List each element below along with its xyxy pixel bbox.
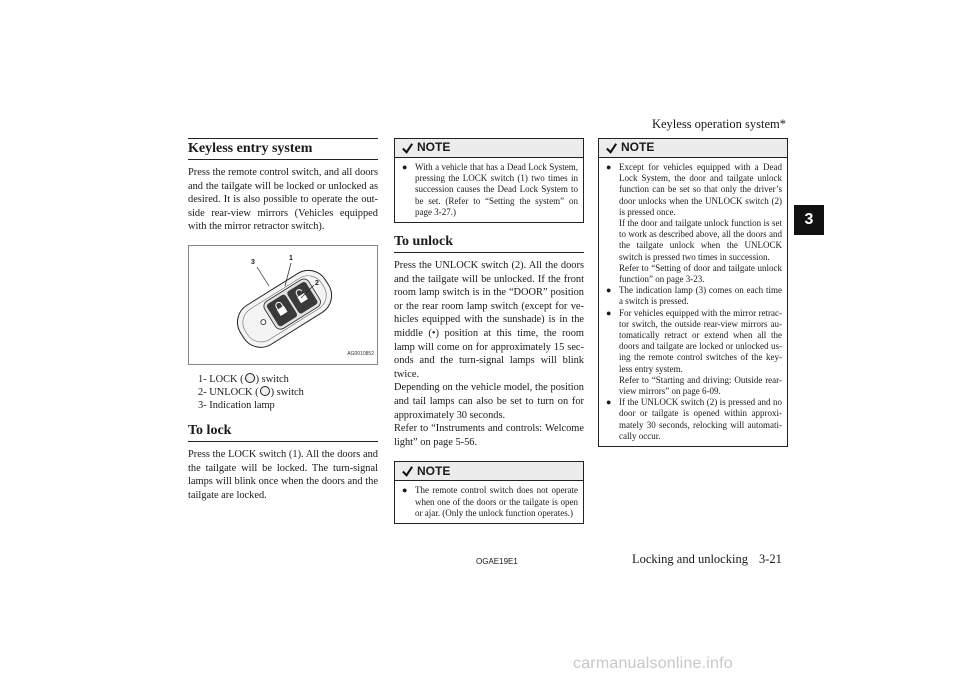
note-icon <box>401 142 414 155</box>
note-item: ● Except for vehicles equipped with a Dead Lock System, the door and tailgate unlock function can be set so that only the driver’s door unlocks when the UNLOCK switch (2) is pressed once. If the door and tailgate unlock function is set to work as described above, all the doors and the tailgate unlock when the UNLOCK switch is pressed two times in succession. Refer to “Setting of door and tailgate unlock function” on page 3-23. <box>606 162 782 285</box>
remote-key-figure <box>188 245 378 365</box>
callout-2: 2 <box>315 279 319 287</box>
footer-section-title: Locking and unlocking <box>632 552 748 566</box>
callout-1: 1 <box>289 254 293 262</box>
document-code: OGAE19E1 <box>476 557 518 566</box>
note-item: ● With a vehicle that has a Dead Lock System, pressing the LOCK switch (1) two times in succession causes the Dead Lock System to be set. (Refer to “Setting the system” on page 3-27.) <box>402 162 578 217</box>
note-box <box>394 461 584 524</box>
note-item: ● For vehicles equipped with the mirror retrac-tor switch, the outside rear-view mirrors au-tomatically retract or extend when all the doors and tailgate are locked or unlocked us-ing the remote control switches of the key-less entry system. Refer to “Starting and driving: Outside rear-view mirrors” on page 6-09. <box>606 307 782 397</box>
section-title: Keyless entry system <box>188 138 378 160</box>
note-item: ● The indication lamp (3) comes on each time a switch is pressed. <box>606 285 782 307</box>
callout-3: 3 <box>251 258 255 266</box>
to-lock-title: To lock <box>188 422 378 442</box>
caption-item: 3- Indication lamp <box>198 399 275 411</box>
figure-captions <box>198 373 378 412</box>
caption-item: 1- LOCK ( ) switch <box>198 373 289 385</box>
figure-code: AG0010852 <box>347 351 374 358</box>
note-box <box>598 138 788 447</box>
note-label: NOTE <box>417 463 451 478</box>
note-item: ● If the UNLOCK switch (2) is pressed and no door or tailgate is opened within approxi-mately 30 seconds, relocking will automati-cally occur. <box>606 397 782 441</box>
unlock-paragraph: Depending on the vehicle model, the position and tail lamps can also be set to turn on for approximately 30 seconds. <box>394 382 584 421</box>
unlock-paragraph: Refer to “Instruments and controls: Welcome light” on page 5-56. <box>394 423 584 448</box>
chapter-tab: 3 <box>794 205 824 235</box>
column-2 <box>394 138 584 534</box>
column-1 <box>188 138 378 502</box>
note-label: NOTE <box>621 140 655 155</box>
note-label: NOTE <box>417 140 451 155</box>
to-lock-paragraph: Press the LOCK switch (1). All the doors and the tailgate will be locked. The turn-signal lamps will blink once when the doors and the tailgate are locked. <box>188 448 378 501</box>
page-number: 3-21 <box>759 552 782 566</box>
note-item: ● The remote control switch does not operate when one of the doors or the tailgate is open or ajar. (Only the unlock function operates.) <box>402 485 578 518</box>
note-icon <box>605 142 618 155</box>
intro-paragraph: Press the remote control switch, and all doors and the tailgate will be locked or unlocked as desired. It is also possible to operate the out-side rear-view mirrors (Vehicles equipped with the mirror retractor switch). <box>188 167 378 233</box>
lock-icon <box>245 373 255 383</box>
unlock-paragraph: Press the UNLOCK switch (2). All the doors and the tailgate will be unlocked. If the front room lamp switch is in the “DOOR” position or the rear room lamp switch (except for ve-hicles equipped with the sunshade) is in the middle (•) position at this time, the room lamp will come on for approximately 15 sec-onds and the turn-signal lamps will blink twice. <box>394 260 584 380</box>
running-header: Keyless operation system* <box>651 117 786 131</box>
caption-item: 2- UNLOCK ( ) switch <box>198 386 304 398</box>
note-icon <box>401 465 414 478</box>
column-3 <box>598 138 788 457</box>
watermark: carmanualsonline.info <box>573 655 733 672</box>
unlock-icon <box>260 386 270 396</box>
to-unlock-title: To unlock <box>394 233 584 253</box>
note-box <box>394 138 584 223</box>
